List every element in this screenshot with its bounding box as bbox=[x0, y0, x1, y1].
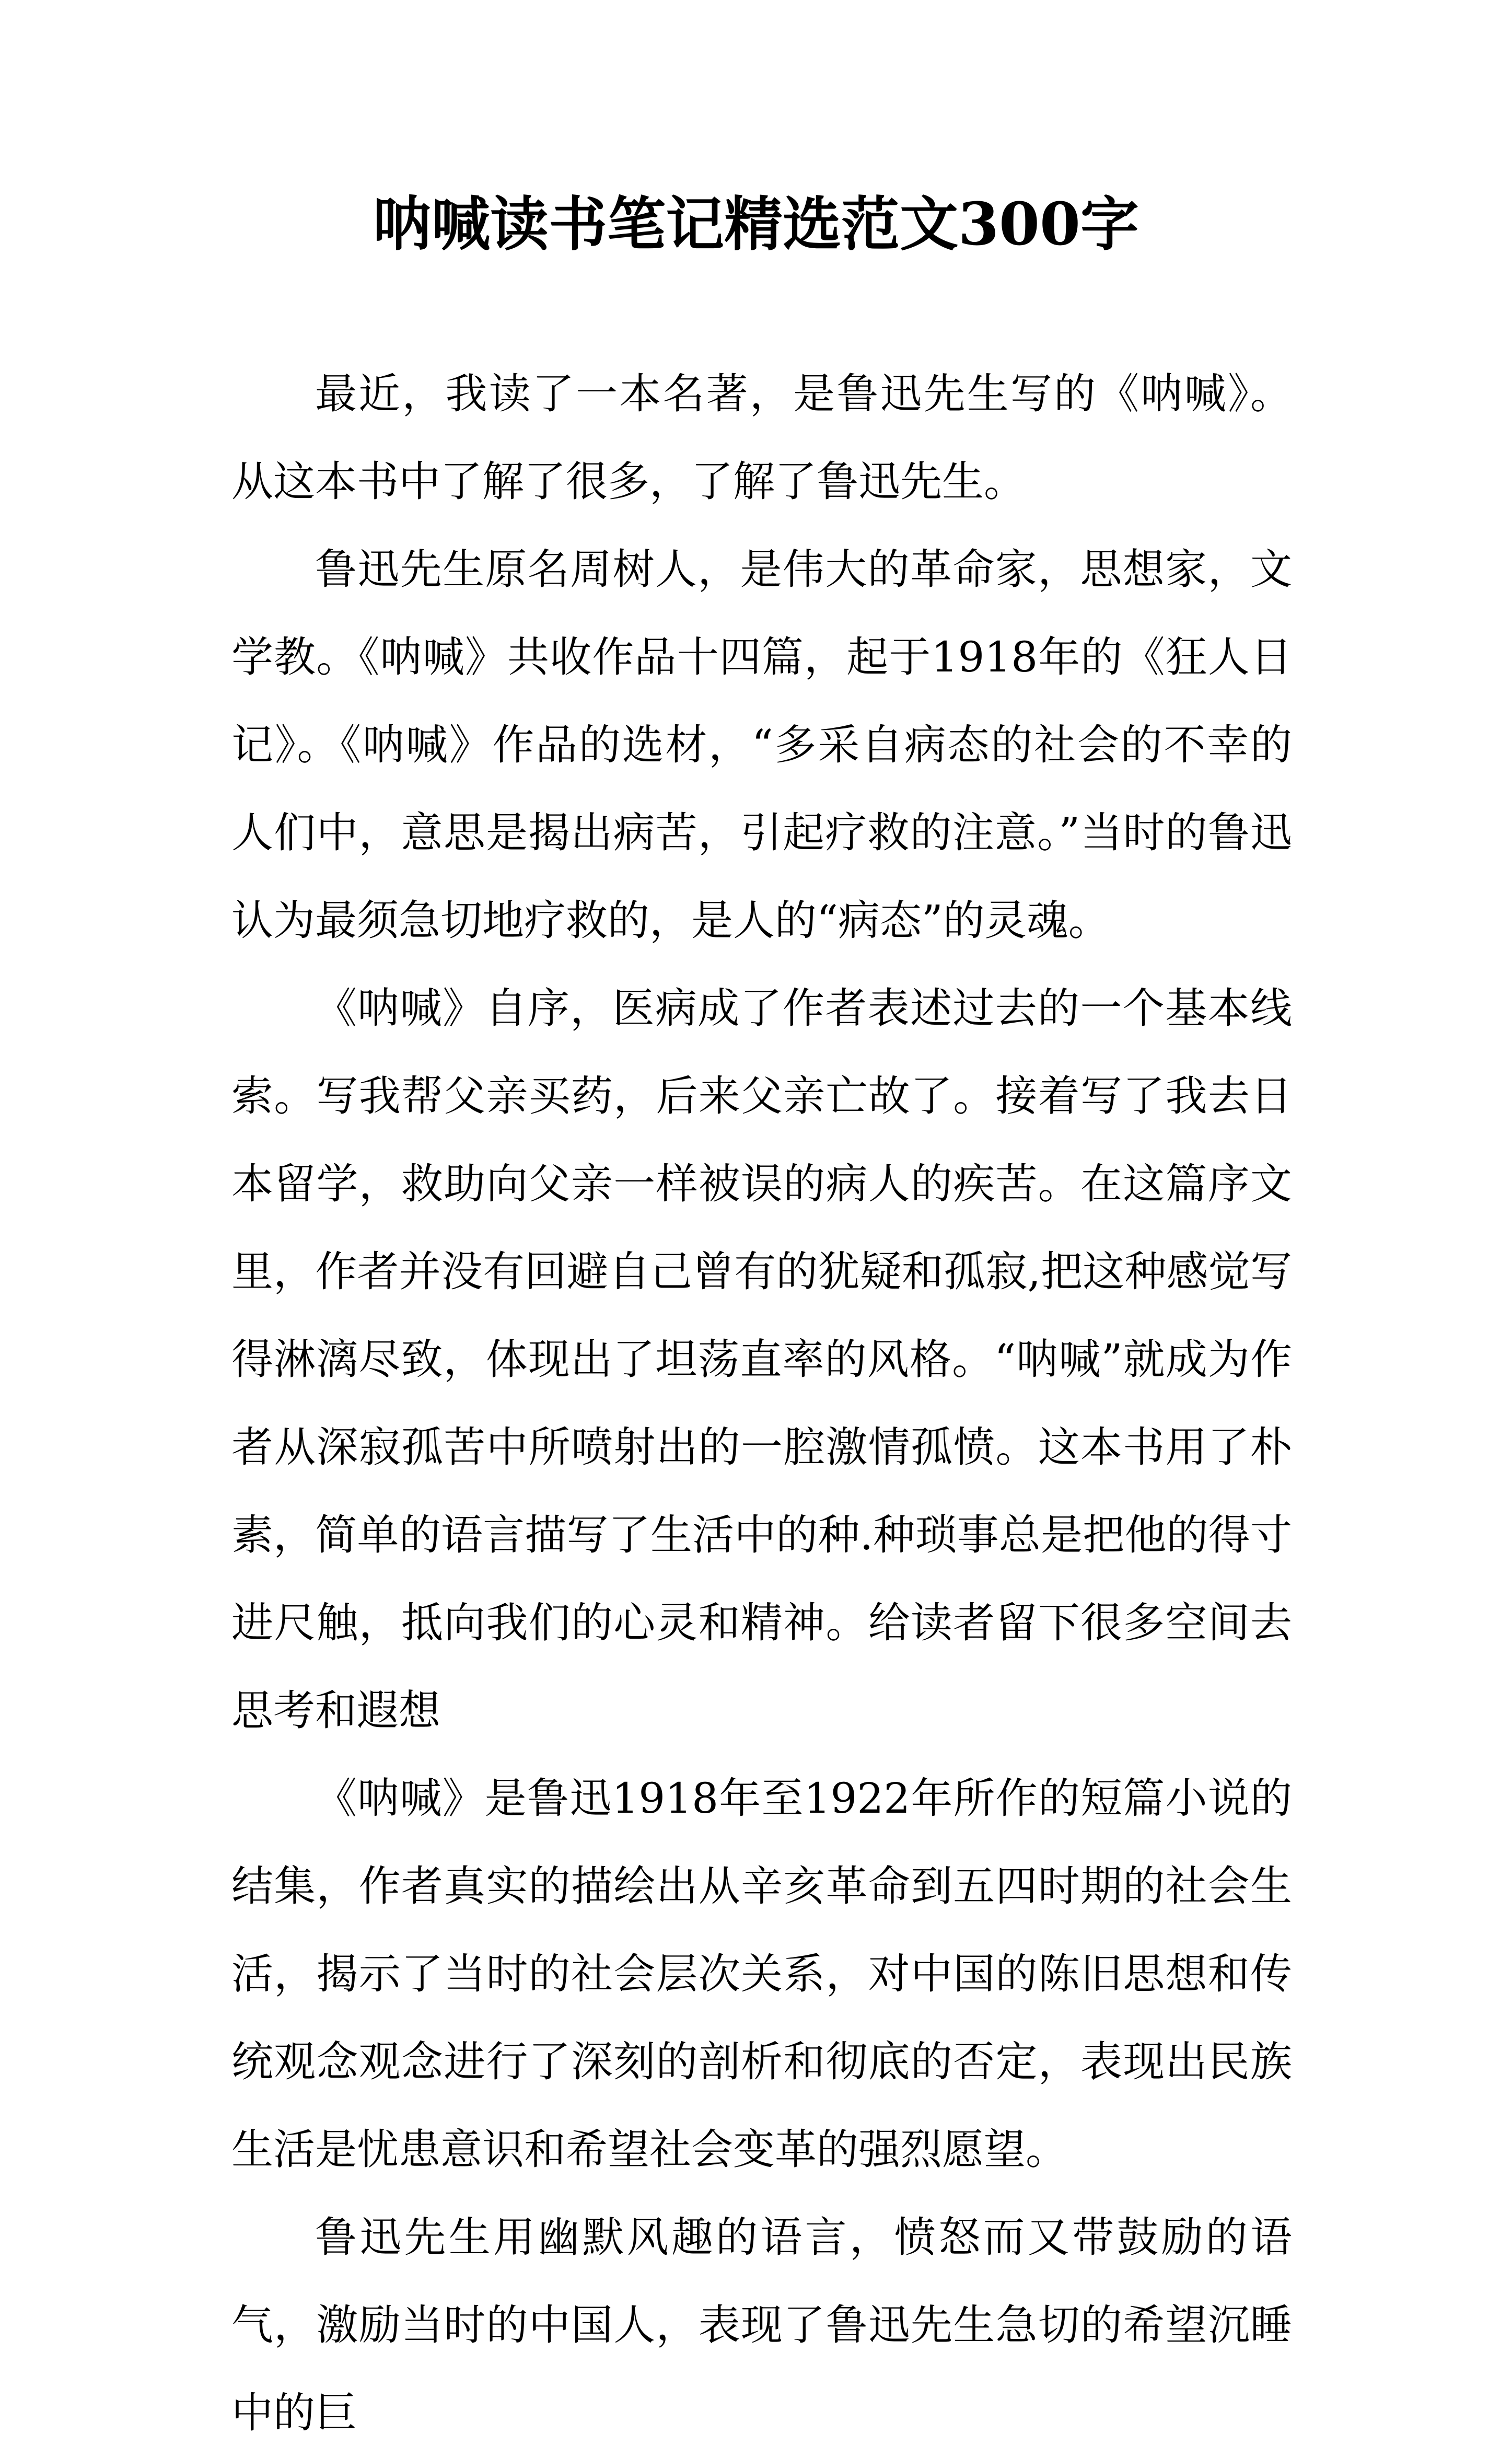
paragraph: 鲁迅先生原名周树人，是伟大的革命家，思想家，文学教。《呐喊》共收作品十四篇，起于1918年的《狂人日记》。《呐喊》作品的选材，“多采自病态的社会的不幸的人们中，意思是揭出病苦，引起疗救的注意。”当时的鲁迅认为最须急切地疗救的，是人的“病态”的灵魂。 bbox=[231, 545, 1292, 945]
document-body bbox=[231, 350, 1292, 2457]
document-title: 呐喊读书笔记精选范文300字 bbox=[373, 190, 1139, 259]
paragraph: 最近，我读了一本名著，是鲁迅先生写的《呐喊》。从这本书中了解了很多，了解了鲁迅先生。 bbox=[231, 369, 1292, 506]
paragraph: 鲁迅先生用幽默风趣的语言，愤怒而又带鼓励的语气，激励当时的中国人，表现了鲁迅先生急切的希望沉睡中的巨 bbox=[231, 2213, 1292, 2437]
paragraph: 《呐喊》是鲁迅1918年至1922年所作的短篇小说的结集，作者真实的描绘出从辛亥革命到五四时期的社会生活，揭示了当时的社会层次关系，对中国的陈旧思想和传统观念观念进行了深刻的剖析和彻底的否定，表现出民族生活是忧患意识和希望社会变革的强烈愿望。 bbox=[231, 1774, 1292, 2174]
paragraph: 《呐喊》自序，医病成了作者表述过去的一个基本线索。写我帮父亲买药，后来父亲亡故了。接着写了我去日本留学，救助向父亲一样被误的病人的疾苦。在这篇序文里，作者并没有回避自己曾有的犹疑和孤寂,把这种感觉写得淋漓尽致，体现出了坦荡直率的风格。“呐喊”就成为作者从深寂孤苦中所喷射出的一腔激情孤愤。这本书用了朴素，简单的语言描写了生活中的种.种琐事总是把他的得寸进尺触，抵向我们的心灵和精神。给读者留下很多空间去思考和遐想 bbox=[231, 984, 1292, 1735]
